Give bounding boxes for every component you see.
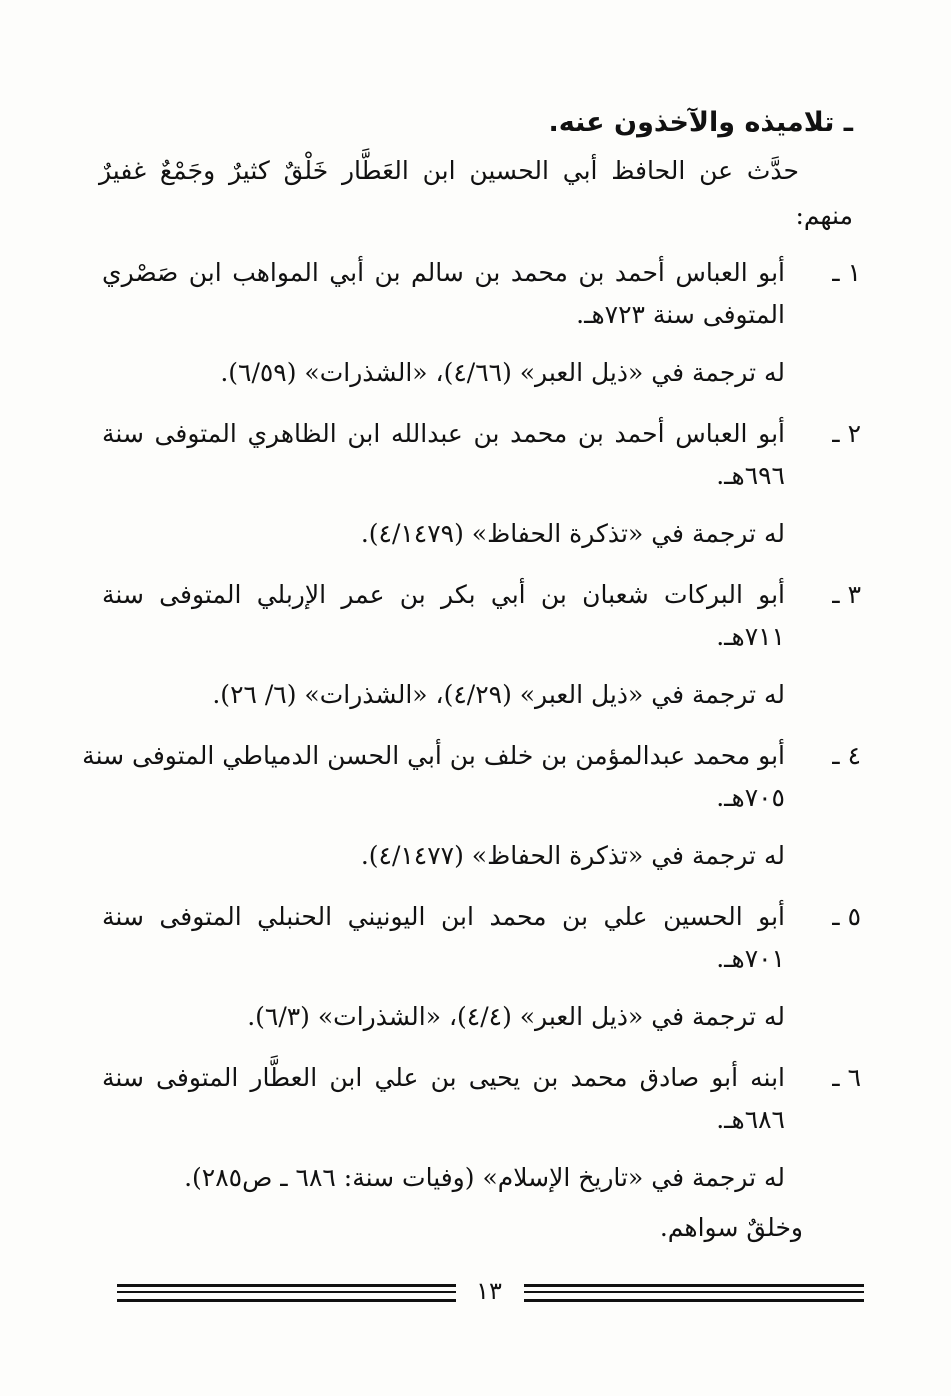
- entry-reference: له ترجمة في «تذكرة الحفاظ» (٤/١٤٧٧).: [360, 841, 785, 870]
- entry-text-line-2: المتوفى سنة ٧٢٣هـ.: [576, 300, 785, 329]
- entry-text-line-1: أبو العباس أحمد بن محمد بن عبدالله ابن الظاهري المتوفى سنة: [102, 419, 785, 448]
- page-number: ١٣: [476, 1277, 502, 1305]
- entry-reference: له ترجمة في «ذيل العبر» (٤/٦٦)، «الشذرات» (٦/٥٩).: [220, 358, 785, 387]
- closing-text: وخلقٌ سواهم.: [659, 1213, 803, 1242]
- entry-reference: له ترجمة في «تذكرة الحفاظ» (٤/١٤٧٩).: [360, 519, 785, 548]
- entry-text-line-1: أبو البركات شعبان بن أبي بكر بن عمر الإربلي المتوفى سنة: [102, 580, 785, 609]
- entry-text-line-2: ٧٠٥هـ.: [716, 783, 785, 812]
- entry-reference: له ترجمة في «ذيل العبر» (٤/٤)، «الشذرات» (٦/٣).: [247, 1002, 785, 1031]
- entry-text-line-1: أبو محمد عبدالمؤمن بن خلف بن أبي الحسن الدمياطي المتوفى سنة: [82, 741, 785, 770]
- entry-text-line-2: ٧١١هـ.: [716, 622, 785, 651]
- footer-rule-left: [117, 1284, 456, 1302]
- intro-line-2: منهم:: [795, 201, 853, 230]
- entry-text-line-2: ٦٨٦هـ.: [716, 1105, 785, 1134]
- entry-text-line-2: ٦٩٦هـ.: [716, 461, 785, 490]
- entry-number: ٢ ـ: [832, 419, 861, 448]
- entry-text-line-1: ابنه أبو صادق محمد بن يحيى بن علي ابن العطَّار المتوفى سنة: [102, 1063, 785, 1092]
- entry-reference: له ترجمة في «ذيل العبر» (٤/٢٩)، «الشذرات» (٦/ ٢٦).: [212, 680, 785, 709]
- entry-number: ١ ـ: [832, 258, 861, 287]
- entry-number: ٥ ـ: [832, 902, 861, 931]
- entry-number: ٤ ـ: [832, 741, 861, 770]
- section-heading: ـ تلاميذه والآخذون عنه.: [548, 107, 853, 138]
- intro-line-1: حدَّث عن الحافظ أبي الحسين ابن العَطَّار خَلْقٌ كثيرٌ وجَمْعٌ غفيرٌ: [99, 156, 799, 185]
- footer-rule-right: [524, 1284, 864, 1302]
- entry-text-line-1: أبو العباس أحمد بن محمد بن سالم بن أبي المواهب ابن صَصْري: [102, 258, 785, 287]
- page-footer: [0, 1277, 951, 1317]
- entry-text-line-1: أبو الحسين علي بن محمد ابن اليونيني الحنبلي المتوفى سنة: [102, 902, 785, 931]
- entry-number: ٦ ـ: [832, 1063, 861, 1092]
- entry-text-line-2: ٧٠١هـ.: [716, 944, 785, 973]
- entry-number: ٣ ـ: [832, 580, 861, 609]
- entry-reference: له ترجمة في «تاريخ الإسلام» (وفيات سنة: ٦٨٦ ـ ص٢٨٥).: [184, 1163, 785, 1192]
